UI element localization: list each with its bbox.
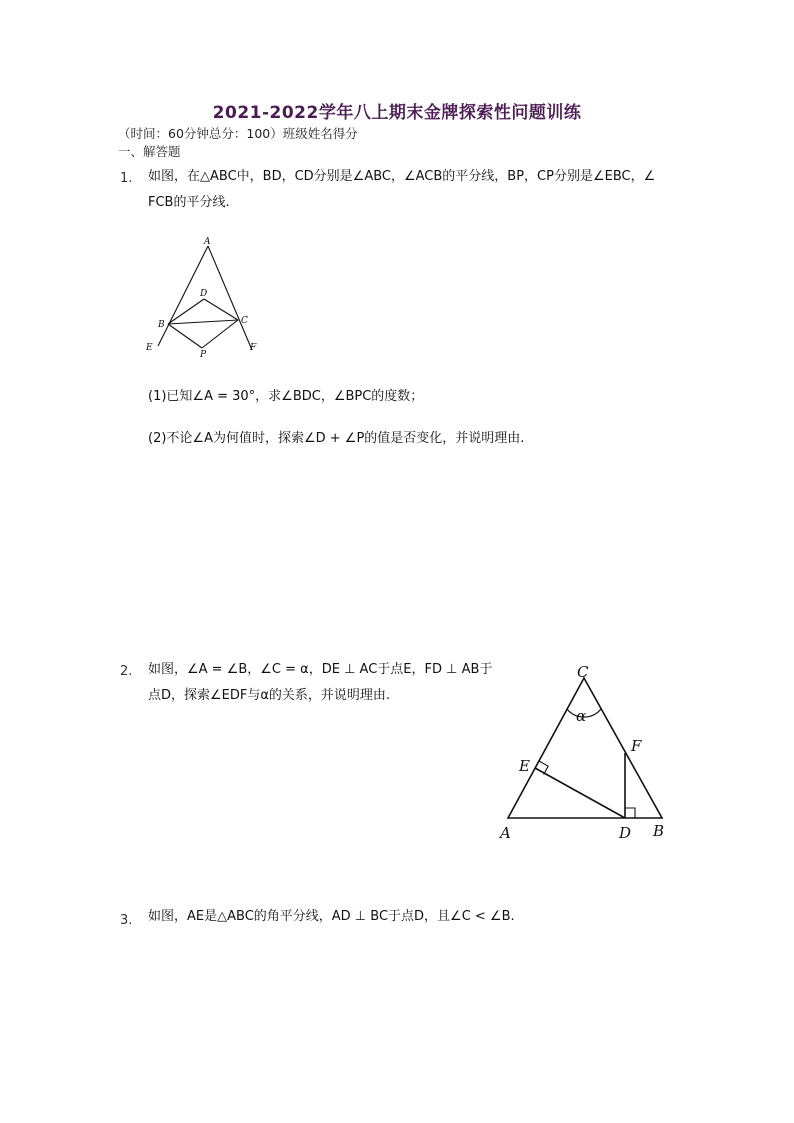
question-3-text <box>148 904 708 930</box>
segment-B-C <box>168 320 238 324</box>
label-C: C <box>241 316 248 326</box>
question-1-number: 1. <box>120 171 133 186</box>
question-2-line-2: 点D，探索∠EDF与α的关系，并说明理由. <box>148 688 391 703</box>
exam-info: （时间：60分钟总分：100）班级姓名得分 <box>118 126 358 141</box>
label-A: A <box>204 237 211 247</box>
question-2-number: 2. <box>120 664 133 679</box>
label-C: C <box>577 663 589 681</box>
segment-D-C <box>204 299 238 320</box>
label-B: B <box>158 320 165 330</box>
segment-B-D <box>168 299 204 324</box>
question-2-figure <box>495 660 685 850</box>
page-title: 2021-2022学年八上期末金牌探索性问题训练 <box>212 103 582 123</box>
label-A: A <box>500 824 511 842</box>
question-1-text <box>148 164 708 216</box>
label-E: E <box>519 757 530 775</box>
question-2-text <box>148 657 508 709</box>
label-E: E <box>146 343 153 353</box>
label-D: D <box>619 824 632 842</box>
label-B: B <box>653 822 665 840</box>
label-D: D <box>200 289 208 299</box>
question-1-part-2: (2)不论∠A为何值时，探索∠D + ∠P的值是否变化，并说明理由. <box>148 431 525 446</box>
question-3-number: 3. <box>120 913 133 928</box>
label-alpha: α <box>576 707 587 725</box>
section-heading: 一、解答题 <box>118 144 181 159</box>
question-1-line-1: 如图，在△ABC中，BD，CD分别是∠ABC，∠ACB的平分线，BP，CP分别是∠EBC，∠ <box>148 169 656 184</box>
question-1-line-2: FCB的平分线. <box>148 195 230 210</box>
question-2-line-1: 如图，∠A = ∠B，∠C = α，DE ⊥ AC于点E，FD ⊥ AB于 <box>148 662 493 677</box>
segment-E-D <box>535 768 625 818</box>
label-P: P <box>200 350 207 360</box>
question-3-line-1: 如图，AE是△ABC的角平分线，AD ⊥ BC于点D，且∠C < ∠B. <box>148 909 515 924</box>
label-F: F <box>631 737 642 755</box>
line-A-F <box>208 246 252 350</box>
question-1-figure <box>140 232 270 362</box>
segment-P-C <box>202 320 238 348</box>
right-angle-mark-D <box>625 808 635 818</box>
label-F: F <box>250 343 257 353</box>
question-1-part-1: (1)已知∠A = 30°，求∠BDC，∠BPC的度数； <box>148 389 424 404</box>
segment-B-P <box>168 324 202 348</box>
